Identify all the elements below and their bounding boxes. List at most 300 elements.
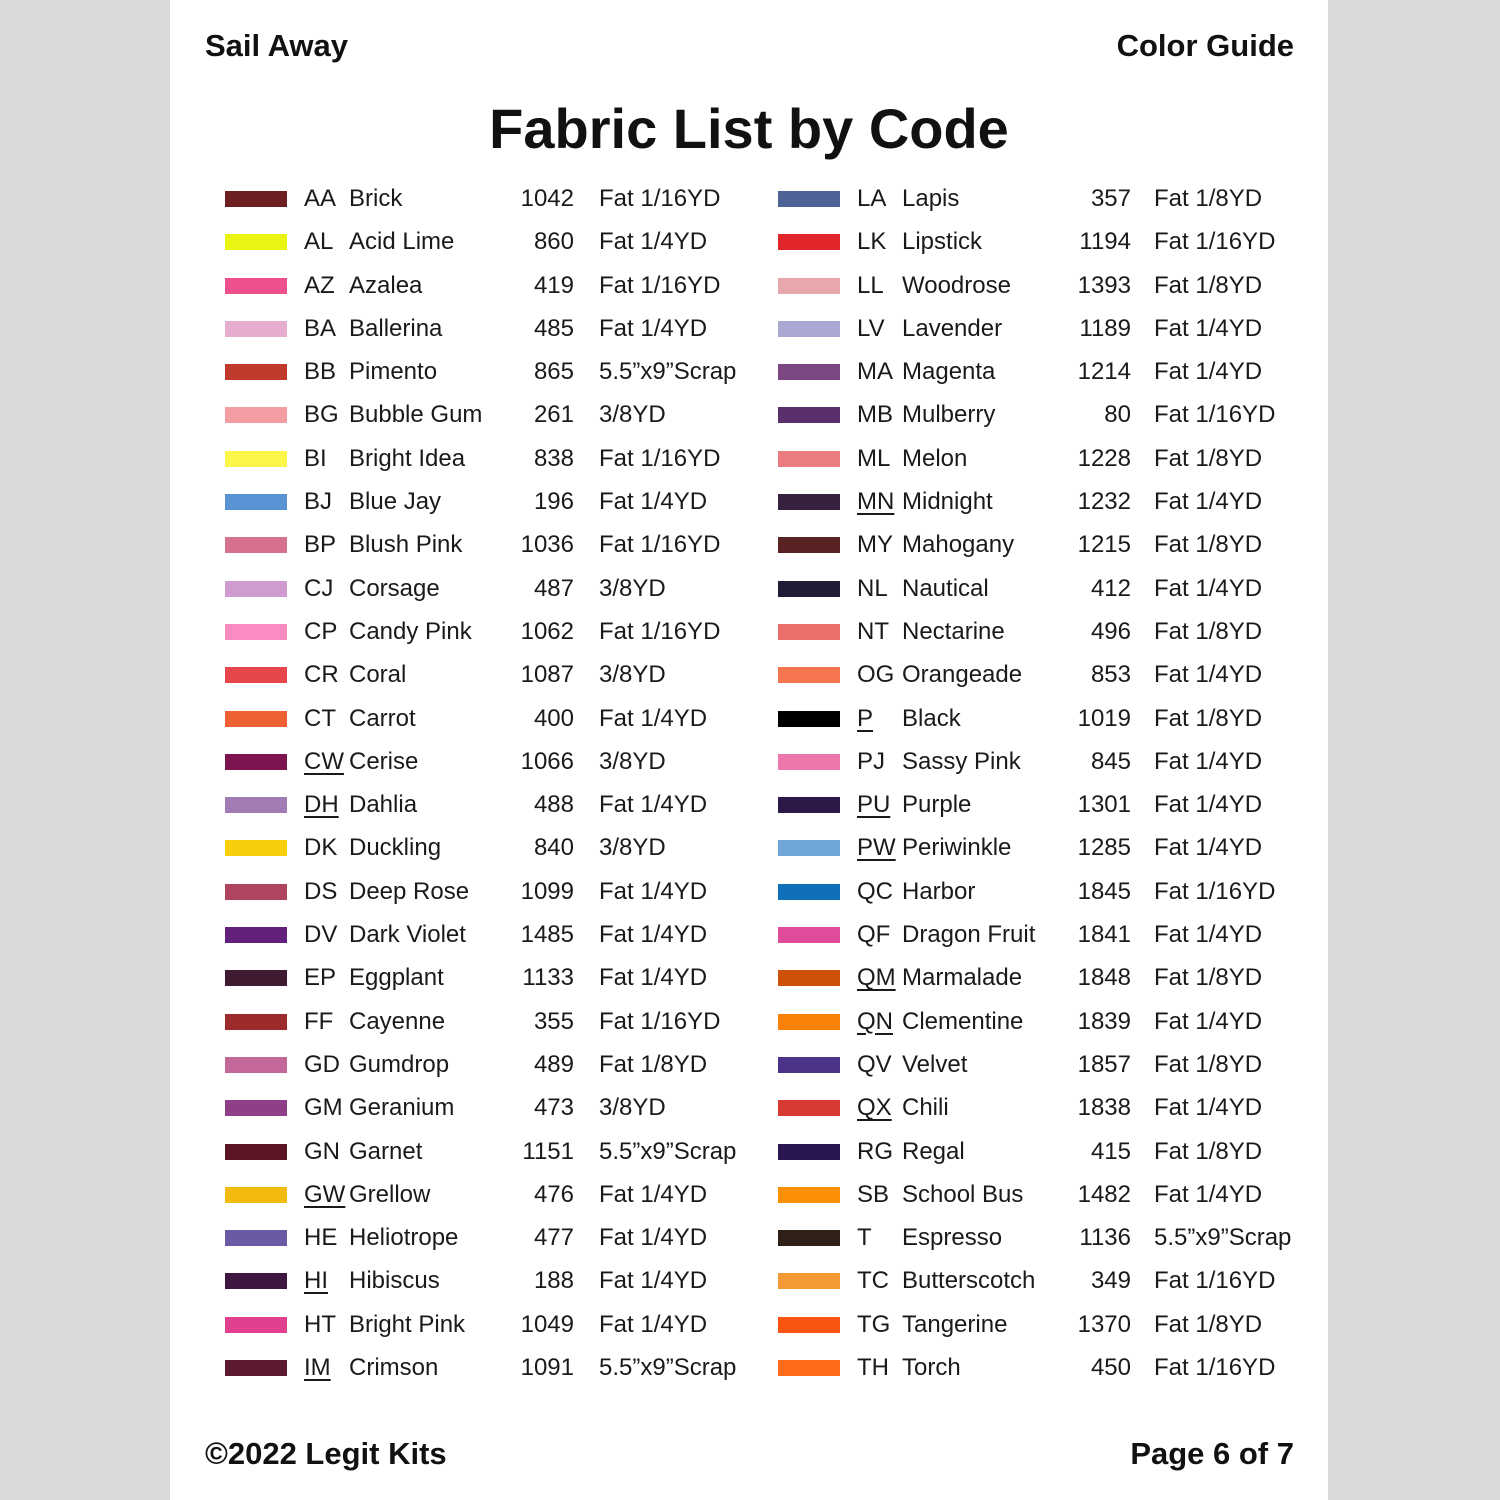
fabric-row	[225, 1303, 765, 1346]
fabric-name: Magenta	[902, 358, 996, 386]
fabric-code: QC	[857, 877, 893, 905]
page-number: Page 6 of 7	[1130, 1436, 1294, 1471]
fabric-name: Eggplant	[349, 964, 444, 992]
fabric-count: 840	[533, 834, 574, 862]
color-swatch	[225, 191, 287, 207]
fabric-count: 1099	[520, 877, 574, 905]
fabric-count: 1301	[1077, 791, 1131, 819]
fabric-count: 477	[533, 1224, 574, 1252]
fabric-count: 1042	[520, 185, 574, 212]
fabric-count: 412	[1090, 574, 1131, 602]
color-swatch	[225, 234, 287, 250]
fabric-code: ML	[857, 444, 891, 472]
fabric-size: Fat 1/4YD	[1154, 1180, 1263, 1208]
fabric-code: QX	[857, 1094, 892, 1122]
fabric-row	[225, 177, 765, 220]
fabric-name: Midnight	[902, 488, 993, 516]
fabric-count: 487	[533, 574, 574, 602]
fabric-row	[225, 350, 765, 393]
fabric-row	[778, 264, 1318, 307]
fabric-size: Fat 1/16YD	[599, 185, 721, 212]
fabric-row	[225, 610, 765, 653]
fabric-count: 1848	[1077, 964, 1131, 992]
fabric-row	[225, 1130, 765, 1173]
fabric-size: 3/8YD	[599, 834, 666, 862]
fabric-code: QN	[857, 1007, 893, 1035]
fabric-size: Fat 1/16YD	[1154, 401, 1276, 429]
fabric-size: 5.5”x9”Scrap	[1154, 1224, 1292, 1252]
fabric-count: 1019	[1077, 704, 1131, 732]
fabric-name: Dark Violet	[349, 921, 466, 949]
fabric-row	[778, 1130, 1318, 1173]
fabric-name: Periwinkle	[902, 834, 1012, 862]
color-swatch	[225, 711, 287, 727]
fabric-row	[225, 1259, 765, 1302]
fabric-name: Butterscotch	[902, 1267, 1036, 1295]
fabric-row	[778, 740, 1318, 783]
fabric-code: CW	[304, 747, 344, 775]
fabric-code: DH	[304, 791, 339, 819]
fabric-code: MA	[857, 358, 893, 386]
fabric-name: Acid Lime	[349, 228, 455, 256]
fabric-name: Regal	[902, 1137, 965, 1165]
copyright: ©2022 Legit Kits	[205, 1436, 447, 1471]
fabric-count: 1136	[1079, 1224, 1131, 1252]
fabric-row	[225, 653, 765, 696]
fabric-size: 3/8YD	[599, 574, 666, 602]
fabric-code: EP	[304, 964, 337, 992]
fabric-name: Gumdrop	[349, 1050, 450, 1078]
fabric-row	[778, 1259, 1318, 1302]
fabric-count: 1087	[520, 661, 574, 689]
color-swatch	[225, 1187, 287, 1203]
color-swatch	[778, 407, 840, 423]
fabric-size: Fat 1/16YD	[599, 1007, 721, 1035]
fabric-name: Espresso	[902, 1224, 1003, 1252]
fabric-size: Fat 1/4YD	[1154, 1007, 1263, 1035]
fabric-count: 1194	[1079, 228, 1131, 256]
color-swatch	[225, 1057, 287, 1073]
fabric-size: Fat 1/16YD	[1154, 228, 1276, 256]
fabric-name: Woodrose	[902, 271, 1011, 299]
fabric-size: Fat 1/8YD	[1154, 1050, 1263, 1078]
color-swatch	[778, 624, 840, 640]
fabric-row	[778, 783, 1318, 826]
fabric-row	[778, 1346, 1318, 1389]
fabric-code: MB	[857, 401, 893, 429]
fabric-name: Clementine	[902, 1007, 1024, 1035]
fabric-name: Black	[902, 704, 961, 732]
fabric-code: HE	[304, 1224, 338, 1252]
fabric-count: 188	[533, 1267, 574, 1295]
fabric-size: Fat 1/4YD	[1154, 791, 1263, 819]
fabric-code: AL	[304, 228, 334, 256]
color-swatch	[225, 1230, 287, 1246]
fabric-row	[225, 740, 765, 783]
fabric-name: Nectarine	[902, 617, 1005, 645]
fabric-size: 5.5”x9”Scrap	[599, 1354, 737, 1382]
fabric-size: 3/8YD	[599, 1094, 666, 1122]
fabric-count: 261	[533, 401, 574, 429]
color-swatch	[778, 754, 840, 770]
color-swatch	[225, 1144, 287, 1160]
fabric-size: Fat 1/4YD	[599, 488, 708, 516]
fabric-count: 1285	[1077, 834, 1131, 862]
fabric-code: CT	[304, 704, 336, 732]
fabric-size: Fat 1/8YD	[1154, 964, 1263, 992]
color-swatch	[225, 667, 287, 683]
fabric-size: Fat 1/16YD	[599, 271, 721, 299]
fabric-code: QV	[857, 1050, 892, 1078]
fabric-name: Hibiscus	[349, 1267, 440, 1295]
fabric-code: BJ	[304, 488, 333, 516]
fabric-name: Candy Pink	[349, 617, 472, 645]
fabric-row	[225, 1216, 765, 1259]
fabric-code: FF	[304, 1007, 334, 1035]
fabric-size: 3/8YD	[599, 661, 666, 689]
fabric-count: 355	[533, 1007, 574, 1035]
fabric-count: 473	[533, 1094, 574, 1122]
fabric-row	[778, 1173, 1318, 1216]
fabric-size: Fat 1/16YD	[599, 617, 721, 645]
fabric-size: Fat 1/16YD	[1154, 1267, 1276, 1295]
fabric-size: Fat 1/16YD	[599, 444, 721, 472]
fabric-count: 80	[1104, 401, 1131, 429]
color-swatch	[225, 451, 287, 467]
fabric-name: Carrot	[349, 704, 416, 732]
fabric-row	[778, 956, 1318, 999]
fabric-count: 1049	[520, 1310, 574, 1338]
color-swatch	[778, 1014, 840, 1030]
fabric-count: 860	[533, 228, 574, 256]
fabric-row	[778, 480, 1318, 523]
fabric-row	[778, 697, 1318, 740]
color-swatch	[225, 840, 287, 856]
fabric-size: Fat 1/4YD	[1154, 661, 1263, 689]
color-swatch	[778, 451, 840, 467]
color-swatch	[778, 537, 840, 553]
fabric-name: Harbor	[902, 877, 976, 905]
fabric-size: Fat 1/4YD	[1154, 314, 1263, 342]
fabric-size: Fat 1/4YD	[599, 964, 708, 992]
guide-label: Color Guide	[1116, 28, 1294, 63]
page-title: Fabric List by Code	[489, 97, 1009, 160]
color-swatch	[778, 970, 840, 986]
color-swatch	[225, 581, 287, 597]
fabric-size: Fat 1/4YD	[1154, 488, 1263, 516]
color-swatch	[778, 1360, 840, 1376]
fabric-row	[778, 307, 1318, 350]
fabric-count: 1215	[1077, 531, 1131, 559]
fabric-count: 400	[533, 704, 574, 732]
color-swatch	[778, 1057, 840, 1073]
fabric-name: Bubble Gum	[349, 401, 483, 429]
fabric-size: Fat 1/4YD	[1154, 921, 1263, 949]
fabric-row	[225, 567, 765, 610]
fabric-name: Heliotrope	[349, 1224, 459, 1252]
color-swatch	[225, 407, 287, 423]
fabric-row	[225, 913, 765, 956]
fabric-name: Chili	[902, 1094, 949, 1122]
color-swatch	[778, 1144, 840, 1160]
fabric-name: Orangeade	[902, 661, 1023, 689]
fabric-code: GN	[304, 1137, 340, 1165]
fabric-name: Corsage	[349, 574, 440, 602]
fabric-code: IM	[304, 1354, 331, 1382]
fabric-count: 1133	[522, 964, 574, 992]
color-swatch	[778, 884, 840, 900]
color-swatch	[225, 1360, 287, 1376]
fabric-name: Marmalade	[902, 964, 1023, 992]
fabric-name: Dragon Fruit	[902, 921, 1036, 949]
fabric-row	[225, 870, 765, 913]
fabric-count: 838	[533, 444, 574, 472]
fabric-row	[225, 697, 765, 740]
fabric-count: 1485	[520, 921, 574, 949]
color-swatch	[225, 321, 287, 337]
fabric-code: MN	[857, 488, 895, 516]
fabric-code: NL	[857, 574, 888, 602]
fabric-row	[778, 437, 1318, 480]
fabric-count: 845	[1090, 747, 1131, 775]
fabric-size: Fat 1/8YD	[1154, 704, 1263, 732]
fabric-count: 476	[533, 1180, 574, 1208]
fabric-size: Fat 1/16YD	[1154, 877, 1276, 905]
fabric-count: 415	[1090, 1137, 1131, 1165]
fabric-row	[778, 523, 1318, 566]
fabric-row	[778, 1303, 1318, 1346]
fabric-code: OG	[857, 661, 895, 689]
color-swatch	[778, 667, 840, 683]
fabric-size: Fat 1/8YD	[1154, 185, 1263, 212]
color-swatch	[778, 1317, 840, 1333]
fabric-code: LK	[857, 228, 887, 256]
color-swatch	[778, 278, 840, 294]
fabric-size: Fat 1/8YD	[1154, 1137, 1263, 1165]
fabric-count: 1370	[1077, 1310, 1131, 1338]
fabric-list-left-column	[225, 177, 765, 1389]
color-swatch	[225, 278, 287, 294]
fabric-code: MY	[857, 531, 893, 559]
fabric-name: Lipstick	[902, 228, 983, 256]
color-swatch	[225, 927, 287, 943]
fabric-code: LV	[857, 314, 885, 342]
fabric-name: Tangerine	[902, 1310, 1008, 1338]
fabric-size: Fat 1/4YD	[599, 1310, 708, 1338]
fabric-row	[225, 783, 765, 826]
fabric-size: Fat 1/4YD	[599, 1224, 708, 1252]
fabric-code: GD	[304, 1050, 340, 1078]
fabric-name: Velvet	[902, 1050, 968, 1078]
fabric-count: 1189	[1079, 314, 1131, 342]
fabric-code: BB	[304, 358, 337, 386]
fabric-code: P	[857, 704, 874, 732]
fabric-size: 3/8YD	[599, 401, 666, 429]
fabric-code: LA	[857, 185, 887, 212]
color-swatch	[778, 234, 840, 250]
fabric-row	[778, 653, 1318, 696]
fabric-code: PU	[857, 791, 891, 819]
fabric-size: Fat 1/8YD	[1154, 531, 1263, 559]
fabric-code: HI	[304, 1267, 328, 1295]
fabric-name: School Bus	[902, 1180, 1024, 1208]
fabric-count: 1838	[1077, 1094, 1131, 1122]
fabric-code: GW	[304, 1180, 346, 1208]
fabric-row	[225, 1173, 765, 1216]
color-swatch	[778, 1273, 840, 1289]
color-swatch	[225, 537, 287, 553]
fabric-row	[778, 826, 1318, 869]
fabric-count: 196	[533, 488, 574, 516]
fabric-code: TH	[857, 1354, 889, 1382]
fabric-row	[778, 1043, 1318, 1086]
fabric-count: 1036	[520, 531, 574, 559]
fabric-row	[778, 393, 1318, 436]
fabric-name: Crimson	[349, 1354, 439, 1382]
fabric-row	[778, 350, 1318, 393]
fabric-name: Dahlia	[349, 791, 418, 819]
fabric-size: Fat 1/8YD	[1154, 444, 1263, 472]
fabric-code: T	[857, 1224, 872, 1252]
fabric-name: Deep Rose	[349, 877, 470, 905]
fabric-size: Fat 1/4YD	[599, 877, 708, 905]
fabric-name: Pimento	[349, 358, 438, 386]
page	[170, 0, 1328, 1500]
fabric-row	[778, 870, 1318, 913]
fabric-row	[225, 437, 765, 480]
fabric-count: 1066	[520, 747, 574, 775]
fabric-code: QM	[857, 964, 896, 992]
fabric-size: Fat 1/4YD	[599, 704, 708, 732]
fabric-size: Fat 1/4YD	[1154, 834, 1263, 862]
color-swatch	[225, 494, 287, 510]
fabric-name: Brick	[349, 185, 403, 212]
color-swatch	[225, 1273, 287, 1289]
fabric-name: Blush Pink	[349, 531, 463, 559]
fabric-name: Garnet	[349, 1137, 423, 1165]
fabric-size: Fat 1/4YD	[599, 921, 708, 949]
color-swatch	[225, 1317, 287, 1333]
fabric-code: PJ	[857, 747, 886, 775]
fabric-count: 1228	[1077, 444, 1131, 472]
fabric-code: BA	[304, 314, 337, 342]
fabric-size: Fat 1/16YD	[1154, 1354, 1276, 1382]
fabric-size: 3/8YD	[599, 747, 666, 775]
fabric-row	[778, 567, 1318, 610]
color-swatch	[225, 624, 287, 640]
fabric-code: GM	[304, 1094, 343, 1122]
fabric-count: 1232	[1077, 488, 1131, 516]
fabric-count: 357	[1090, 185, 1131, 212]
fabric-row	[225, 264, 765, 307]
fabric-count: 1062	[520, 617, 574, 645]
fabric-name: Coral	[349, 661, 407, 689]
fabric-size: Fat 1/16YD	[599, 531, 721, 559]
fabric-size: Fat 1/4YD	[1154, 574, 1263, 602]
fabric-row	[225, 220, 765, 263]
fabric-size: Fat 1/4YD	[1154, 358, 1263, 386]
fabric-row	[778, 177, 1318, 220]
fabric-code: AA	[304, 185, 337, 212]
fabric-size: Fat 1/8YD	[599, 1050, 708, 1078]
color-swatch	[778, 1230, 840, 1246]
pattern-name: Sail Away	[205, 28, 349, 63]
fabric-count: 1091	[520, 1354, 574, 1382]
fabric-code: CJ	[304, 574, 334, 602]
fabric-size: Fat 1/4YD	[599, 1180, 708, 1208]
fabric-row	[778, 610, 1318, 653]
fabric-size: Fat 1/8YD	[1154, 617, 1263, 645]
fabric-code: CP	[304, 617, 338, 645]
color-swatch	[778, 581, 840, 597]
fabric-name: Sassy Pink	[902, 747, 1021, 775]
fabric-code: BP	[304, 531, 337, 559]
fabric-size: Fat 1/4YD	[599, 791, 708, 819]
fabric-size: Fat 1/4YD	[599, 228, 708, 256]
fabric-count: 1393	[1077, 271, 1131, 299]
fabric-row	[225, 1346, 765, 1389]
fabric-name: Duckling	[349, 834, 442, 862]
fabric-name: Cayenne	[349, 1007, 446, 1035]
color-swatch	[778, 797, 840, 813]
fabric-row	[225, 956, 765, 999]
fabric-name: Nautical	[902, 574, 989, 602]
color-swatch	[225, 1100, 287, 1116]
fabric-code: SB	[857, 1180, 890, 1208]
fabric-code: QF	[857, 921, 891, 949]
fabric-count: 488	[533, 791, 574, 819]
fabric-code: PW	[857, 834, 896, 862]
color-swatch	[778, 1100, 840, 1116]
fabric-count: 1482	[1077, 1180, 1131, 1208]
fabric-count: 1839	[1077, 1007, 1131, 1035]
fabric-name: Melon	[902, 444, 968, 472]
fabric-code: HT	[304, 1310, 336, 1338]
color-swatch	[225, 754, 287, 770]
fabric-row	[778, 1000, 1318, 1043]
fabric-row	[778, 220, 1318, 263]
fabric-code: DS	[304, 877, 338, 905]
fabric-code: RG	[857, 1137, 893, 1165]
fabric-name: Cerise	[349, 747, 419, 775]
fabric-name: Geranium	[349, 1094, 455, 1122]
fabric-code: DV	[304, 921, 338, 949]
fabric-count: 496	[1090, 617, 1131, 645]
fabric-count: 349	[1090, 1267, 1131, 1295]
fabric-count: 489	[533, 1050, 574, 1078]
fabric-row	[778, 1216, 1318, 1259]
fabric-code: LL	[857, 271, 884, 299]
fabric-code: TC	[857, 1267, 889, 1295]
color-swatch	[225, 364, 287, 380]
fabric-count: 1857	[1077, 1050, 1131, 1078]
fabric-name: Purple	[902, 791, 972, 819]
fabric-name: Mahogany	[902, 531, 1015, 559]
fabric-name: Lavender	[902, 314, 1003, 342]
fabric-row	[778, 1086, 1318, 1129]
fabric-code: DK	[304, 834, 338, 862]
fabric-size: 5.5”x9”Scrap	[599, 1137, 737, 1165]
color-swatch	[778, 711, 840, 727]
fabric-name: Torch	[902, 1354, 961, 1382]
fabric-row	[225, 523, 765, 566]
fabric-count: 1151	[522, 1137, 574, 1165]
fabric-size: Fat 1/4YD	[1154, 747, 1263, 775]
fabric-count: 419	[533, 271, 574, 299]
color-swatch	[778, 364, 840, 380]
fabric-code: BI	[304, 444, 327, 472]
fabric-count: 1841	[1077, 921, 1131, 949]
